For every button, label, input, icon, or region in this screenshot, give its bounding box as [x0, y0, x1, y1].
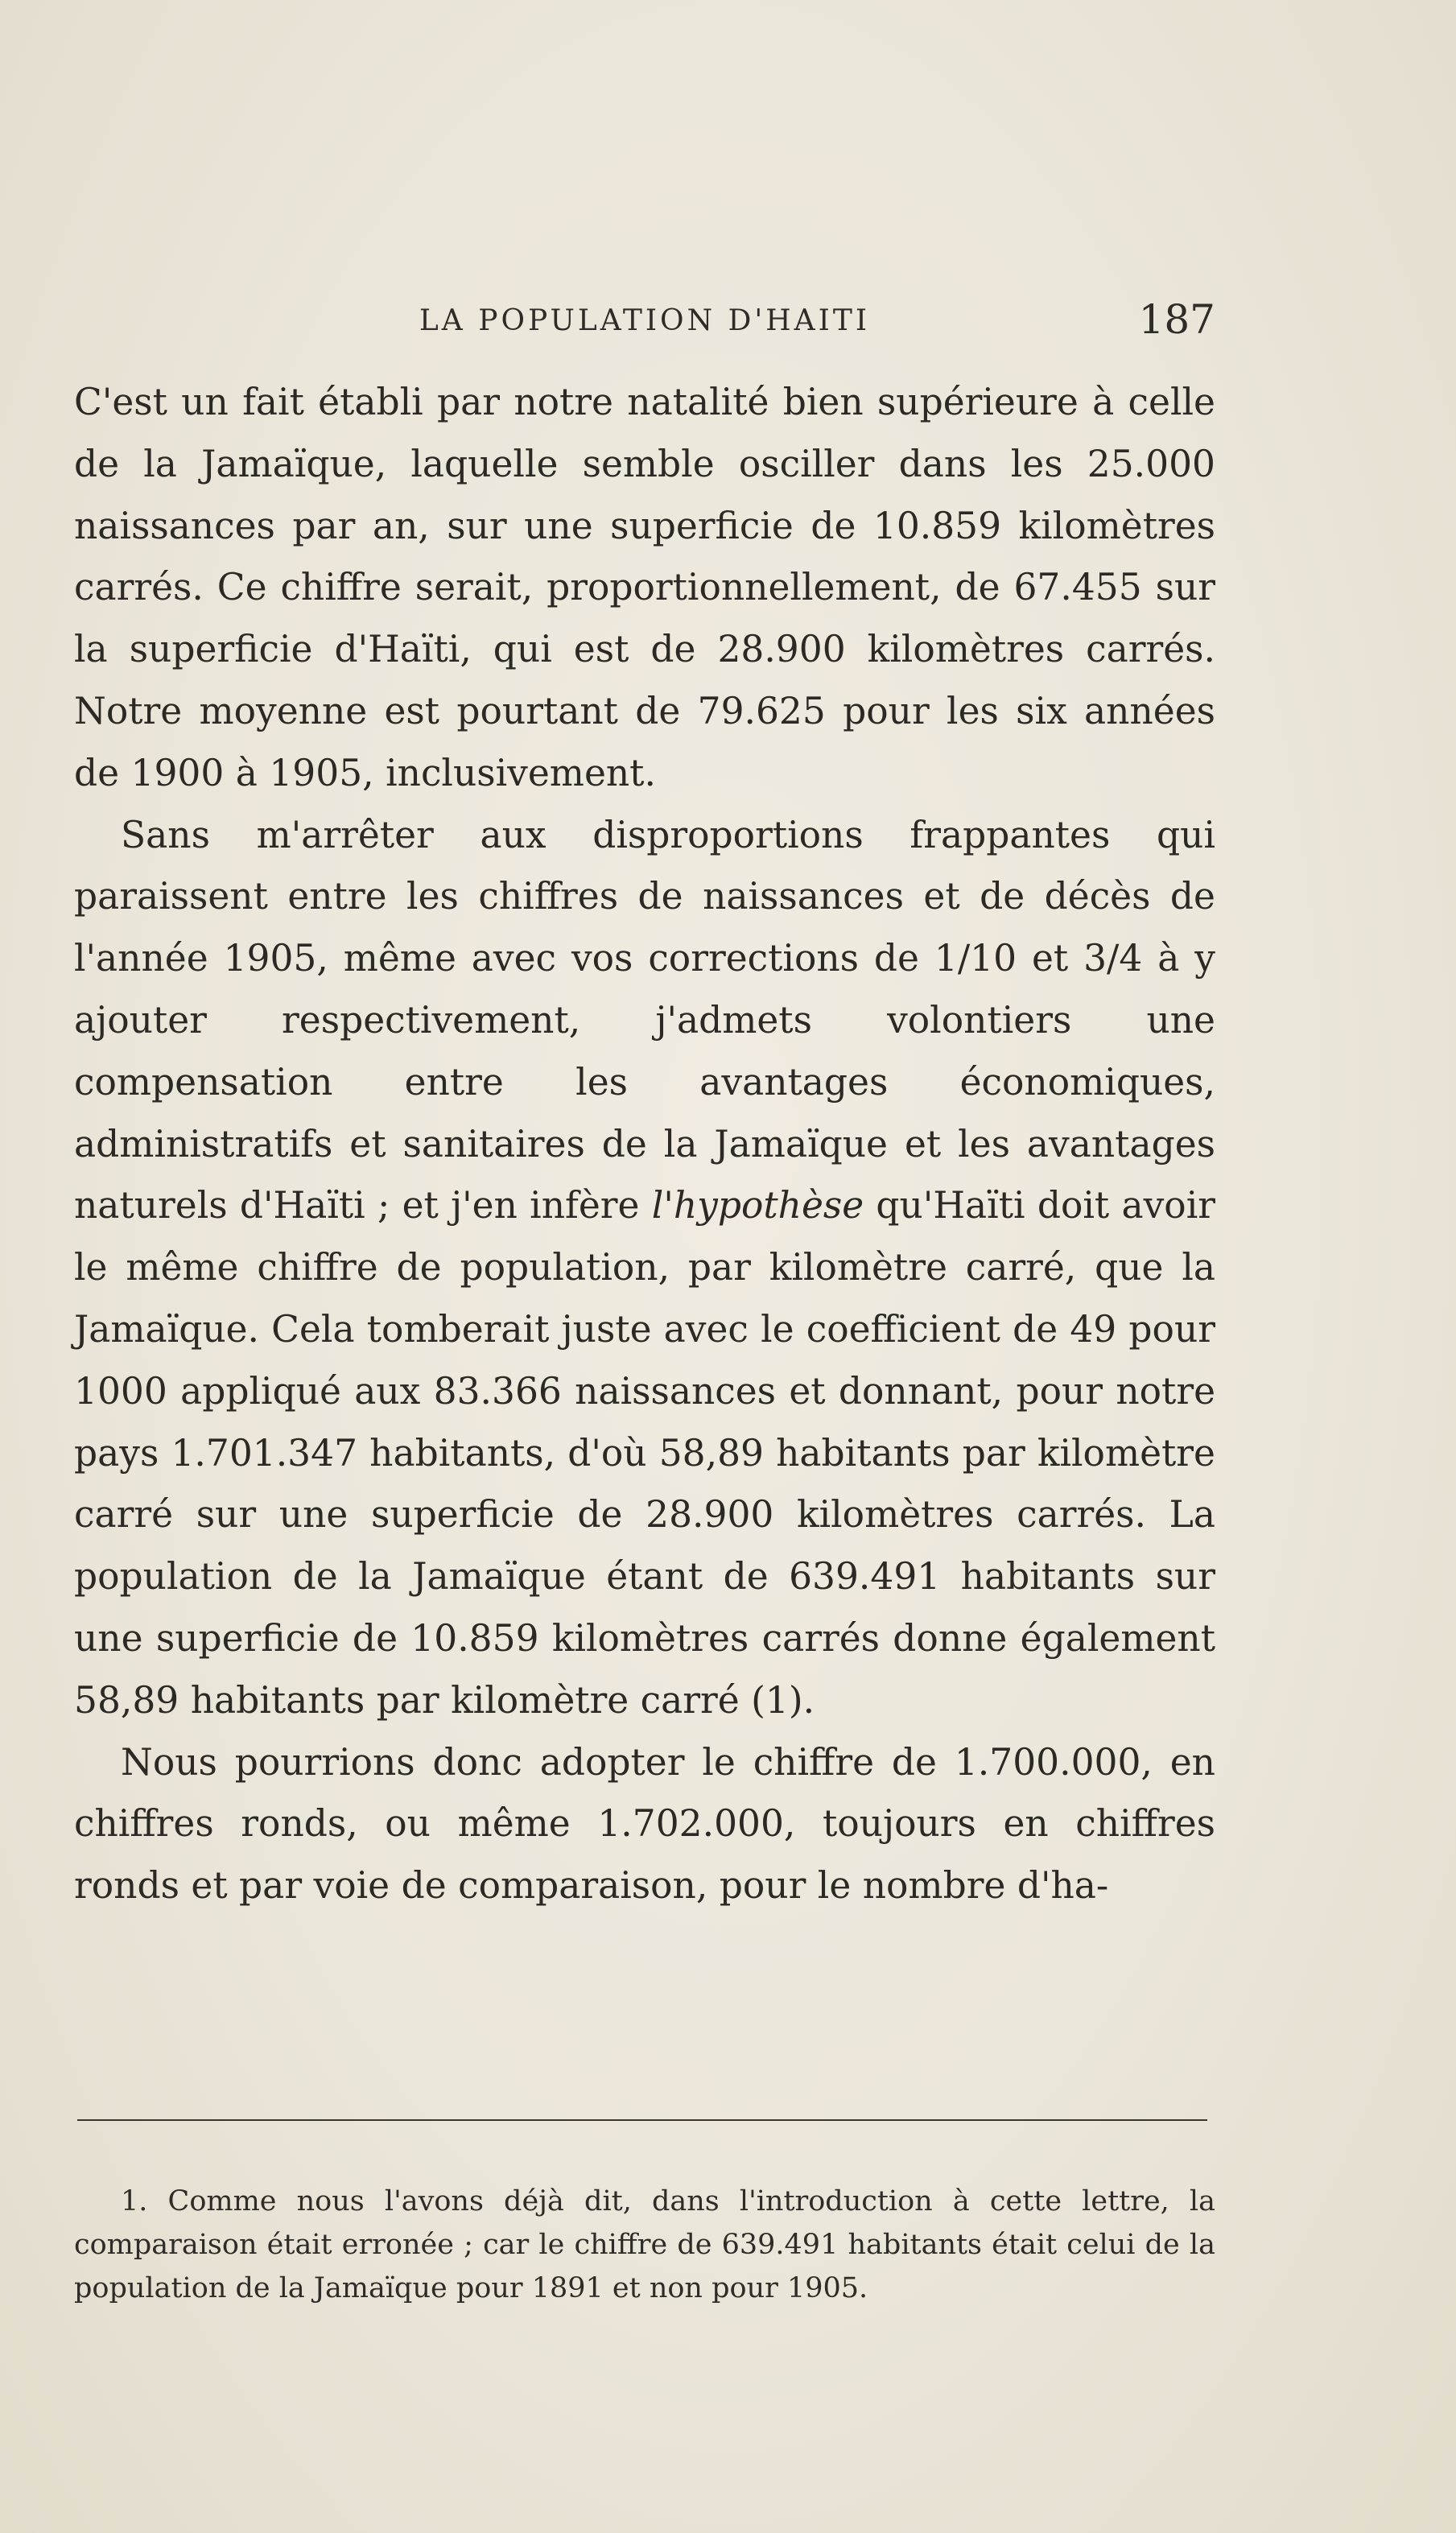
- running-head: [74, 296, 1215, 344]
- footnote-divider: [77, 2119, 1207, 2121]
- paragraph-2-text-b: qu'Haïti doit avoir le même chiffre de population, par kilomètre carré, que la Jamaïque. Cela tomberait juste avec le coefficient de 49 pour 1000 appliqué aux 83.366 naissances et donnant, pour notre pays 1.701.347 habitants, d'où 58,89 habitants par kilomètre carré sur une superficie de 28.900 kilomètres carrés. La population de la Jamaïque étant de 639.491 habitants sur une superficie de 10.859 kilomètres carrés donne également 58,89 habitants par kilomètre carré (1).: [74, 1184, 1215, 1722]
- paragraph-2: [74, 805, 1215, 1732]
- body-text: [74, 372, 1215, 1917]
- running-title: LA POPULATION D'HAITI: [419, 304, 871, 337]
- paragraph-3: Nous pourrions donc adopter le chiffre de 1.700.000, en chiffres ronds, ou même 1.702.000, toujours en chiffres ronds et par voie de comparaison, pour le nombre d'ha-: [74, 1740, 1215, 1908]
- italic-hypothese: l'hypothèse: [651, 1184, 864, 1227]
- paragraph-1: C'est un fait établi par notre natalité bien supérieure à celle de la Jamaïque, laquelle semble osciller dans les 25.000 naissances par an, sur une superficie de 10.859 kilomètres carrés. Ce chiffre serait, proportionnellement, de 67.455 sur la superficie d'Haïti, qui est de 28.900 kilomètres carrés. Notre moyenne est pourtant de 79.625 pour les six années de 1900 à 1905, inclusivement.: [74, 381, 1215, 794]
- footnote: [74, 2180, 1215, 2310]
- footnote-text: 1. Comme nous l'avons déjà dit, dans l'introduction à cette lettre, la comparaison était erronée ; car le chiffre de 639.491 habitants était celui de la population de la Jamaïque pour 1891 et non pour 1905.: [74, 2185, 1215, 2304]
- paragraph-2-text-a: Sans m'arrêter aux disproportions frappantes qui paraissent entre les chiffres de naissances et de décès de l'année 1905, même avec vos corrections de 1/10 et 3/4 à y ajouter respectivement, j'admets volontiers une compensation entre les avantages économiques, administratifs et sanitaires de la Jamaïque et les avantages naturels d'Haïti ; et j'en infère: [74, 813, 1215, 1227]
- page-number: 187: [1138, 296, 1215, 343]
